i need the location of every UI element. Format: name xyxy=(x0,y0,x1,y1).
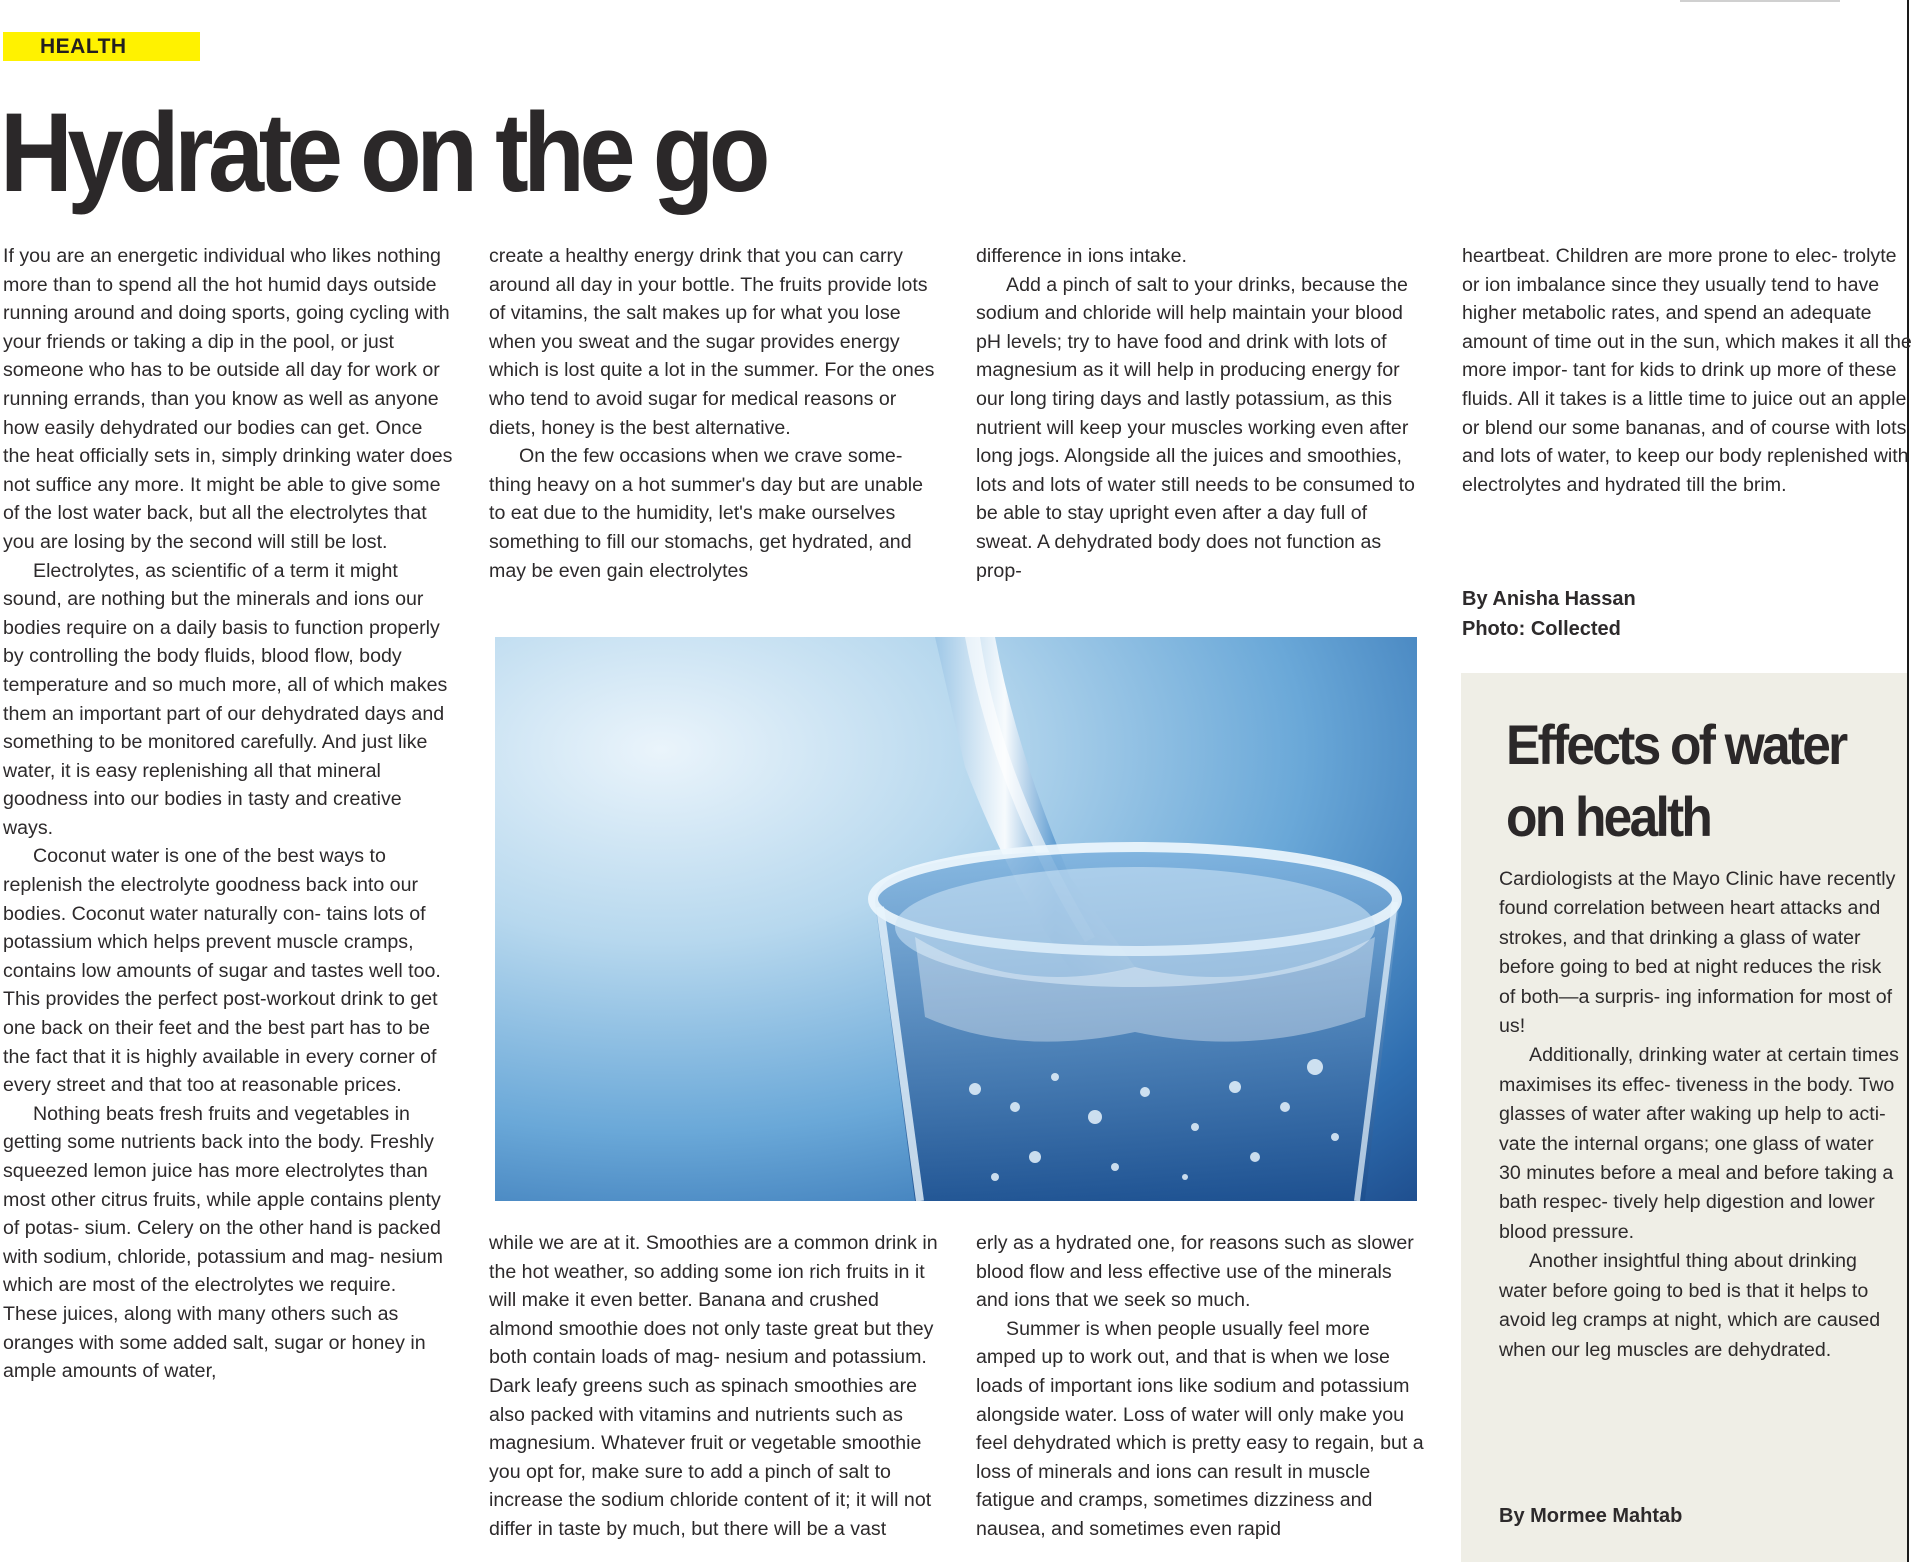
paragraph: erly as a hydrated one, for reasons such as slower blood flow and less effective use of the minerals and ions that we seek so much. xyxy=(976,1232,1414,1312)
paragraph: If you are an energetic individual who likes nothing more than to spend all the hot humid days outside running around and doing sports, going cycling with your friends or taking a dip in the pool, or just someone who has to be outside all day for work or running errands, than you know as well as anyone how easily dehydrated our bodies can get. Once the heat officially sets in, simply drinking water does not suffice any more. It might be able to give some of the lost water back, but all the electrolytes that you are losing by the second will still be lost. xyxy=(3,245,453,553)
article-column-3-top xyxy=(976,242,1426,614)
article-headline: Hydrate on the go xyxy=(0,90,766,215)
paragraph: Electrolytes, as scientific of a term it might sound, are nothing but the minerals and ions our bodies require on a daily basis to function properly by controlling the body fluids, blood flow, body temperature and so much more, all of which makes them an important part of our dehydrated days and something to be monitored carefully. And just like water, it is easy replenishing all that mineral goodness into our bodies in tasty and creative ways. xyxy=(3,559,448,839)
paragraph: Summer is when people usually feel more amped up to work out, and that is when we lose loads of important ions like sodium and potassium alongside water. Loss of water will only make you feel dehydrated which is pretty easy to regain, but a loss of minerals and ions can result in muscle fatigue and cramps, sometimes dizziness and nausea, and sometimes even rapid xyxy=(976,1317,1424,1540)
paragraph: On the few occasions when we crave some- thing heavy on a hot summer's day but are unable to eat due to the humidity, let's make ourselves something to fill our stomachs, get hydrated, and may be even gain electrolytes xyxy=(489,445,923,582)
article-column-2-bottom xyxy=(489,1229,939,1562)
paragraph: Add a pinch of salt to your drinks, because the sodium and chloride will help maintain your blood pH levels; try to have food and drink with lots of magnesium as it will help in producing energy for our long tiring days and lastly potassium, as this nutrient will keep your muscles working even after long jogs. Alongside all the juices and smoothies, lots and lots of water still needs to be consumed to be able to stay upright even after a day full of sweat. A dehydrated body does not function as prop- xyxy=(976,273,1415,582)
sidebar-body xyxy=(1499,865,1899,1365)
paragraph: Additionally, drinking water at certain times maximises its effec- tiveness in the body. Two glasses of water after waking up help to acti- vate the internal organs; one glass of water 30 minutes before a meal and before taking a bath respec- tively help digestion and lower blood pressure. xyxy=(1499,1044,1899,1243)
sidebar-title-line: Effects of water xyxy=(1506,713,1846,776)
article-column-2-top xyxy=(489,242,939,614)
article-column-1 xyxy=(3,242,453,1562)
sidebar-title xyxy=(1506,709,1874,853)
paragraph: Coconut water is one of the best ways to replenish the electrolyte goodness back into our bodies. Coconut water naturally con- tains lots of potassium which helps prevent muscle cramps, contains low amounts of sugar and tastes well too. This provides the perfect post-workout drink to get one back on their feet and the best part has to be the fact that it is highly available in every corner of every street and that too at reasonable prices. xyxy=(3,845,441,1097)
water-glass-illustration xyxy=(495,637,1417,1201)
top-edge-rule xyxy=(1680,0,1840,2)
paragraph: create a healthy energy drink that you can carry around all day in your bottle. The fruits provide lots of vitamins, the salt makes up for what you lose when you sweat and the sugar provides energy which is lost quite a lot in the summer. For the ones who tend to avoid sugar for medical reasons or diets, honey is the best alternative. xyxy=(489,245,935,439)
photo-credit: Photo: Collected xyxy=(1462,618,1621,640)
article-byline xyxy=(1462,584,1636,644)
sidebar-title-line: on health xyxy=(1506,785,1711,848)
paragraph: heartbeat. Children are more prone to elec- trolyte or ion imbalance since they usually tend to have higher metabolic rates, and spend an adequate amount of time out in the sun, which makes it all the more impor- tant for kids to drink up more of these fluids. All it takes is a little time to juice out an apple or blend our some bananas, and of course with lots and lots of water, to keep our body replenished with electrolytes and hydrated till the brim. xyxy=(1462,245,1912,496)
water-glass-photo xyxy=(495,637,1417,1201)
article-column-4 xyxy=(1462,242,1917,572)
author-name: By Anisha Hassan xyxy=(1462,588,1636,610)
article-column-3-bottom xyxy=(976,1229,1426,1562)
sidebar-box xyxy=(1461,673,1907,1562)
section-tag: HEALTH xyxy=(3,32,200,61)
page-edge-rule xyxy=(1907,0,1909,1562)
paragraph: while we are at it. Smoothies are a common drink in the hot weather, so adding some ion rich fruits in it will make it even better. Banana and crushed almond smoothie does not only taste great but they both contain loads of mag- nesium and potassium. Dark leafy greens such as spinach smoothies are also packed with vitamins and nutrients such as magnesium. Whatever fruit or vegetable smoothie you opt for, make sure to add a pinch of salt to increase the sodium chloride content of it; it will not differ in taste by much, but there will be a vast xyxy=(489,1232,938,1540)
paragraph: Nothing beats fresh fruits and vegetables in getting some nutrients back into the body. Freshly squeezed lemon juice has more electrolytes than most other citrus fruits, while apple contains plenty of potas- sium. Celery on the other hand is packed with sodium, chloride, potassium and mag- nesium which are most of the electrolytes we require. These juices, along with many others such as oranges with some added salt, sugar or honey in ample amounts of water, xyxy=(3,1102,443,1383)
paragraph: Cardiologists at the Mayo Clinic have recently found correlation between heart attacks and strokes, and that drinking a glass of water before going to bed at night reduces the risk of both—a surpris- ing information for most of us! xyxy=(1499,868,1896,1038)
sidebar-byline: By Mormee Mahtab xyxy=(1499,1505,1683,1527)
paragraph: Another insightful thing about drinking water before going to bed is that it helps to avoid leg cramps at night, which are caused when our leg muscles are dehydrated. xyxy=(1499,1250,1881,1361)
paragraph: difference in ions intake. xyxy=(976,245,1187,267)
